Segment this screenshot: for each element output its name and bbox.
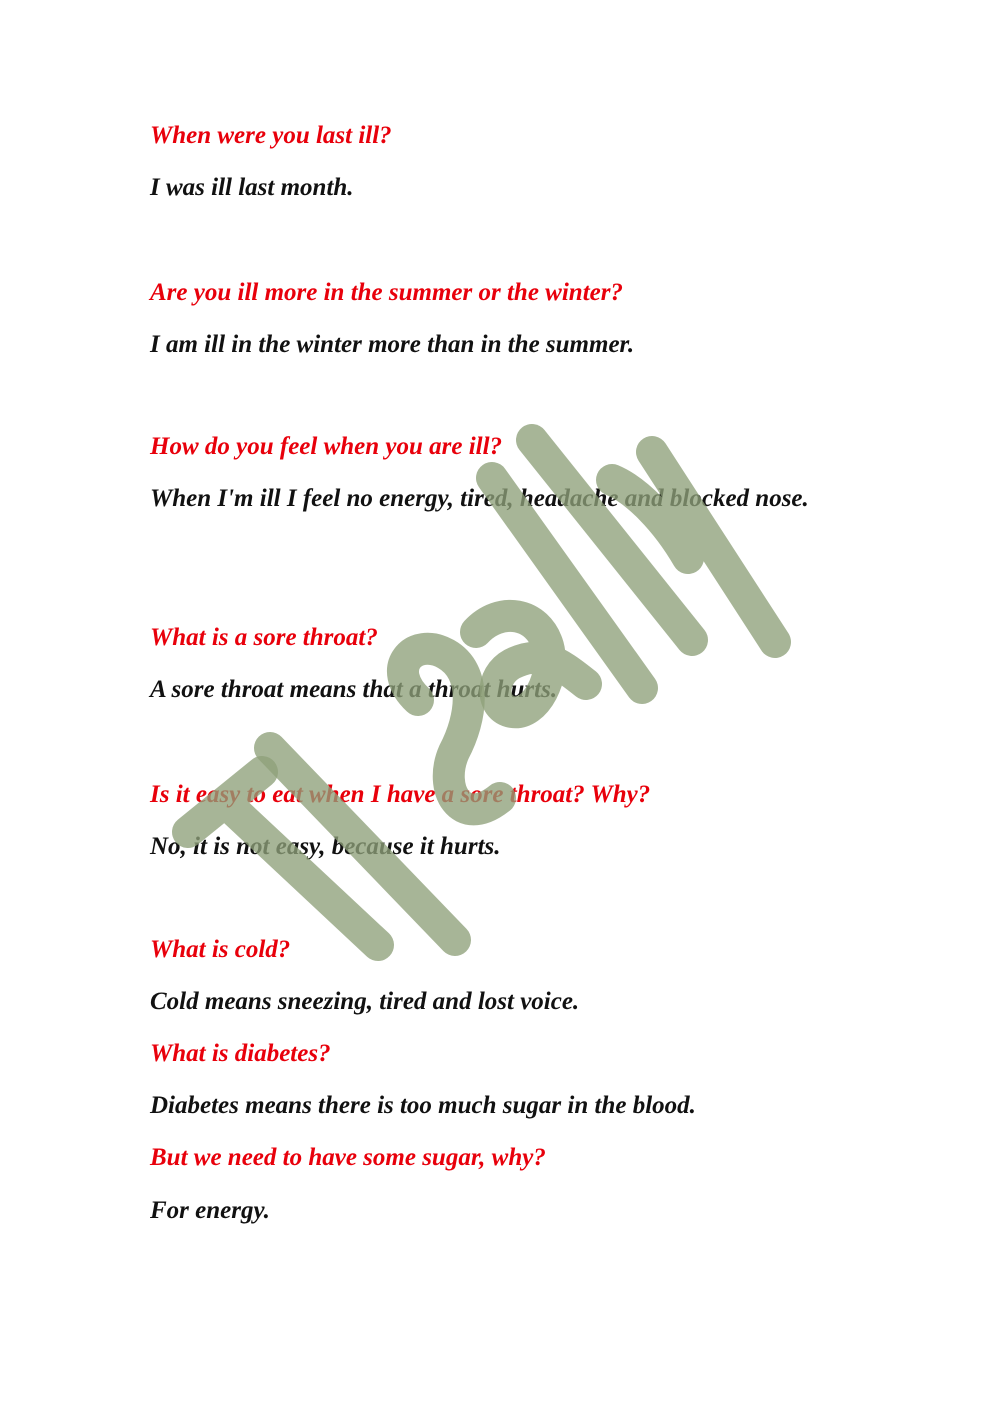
answer-2: I am ill in the winter more than in the summer. bbox=[150, 331, 635, 358]
answer-5: No, it is not easy, because it hurts. bbox=[150, 833, 501, 860]
question-4: What is a sore throat? bbox=[150, 624, 378, 651]
answer-3: When I'm ill I feel no energy, tired, headache and blocked nose. bbox=[150, 485, 809, 512]
question-2: Are you ill more in the summer or the winter? bbox=[150, 279, 623, 306]
answer-4: A sore throat means that a throat hurts. bbox=[150, 676, 558, 703]
answer-1: I was ill last month. bbox=[150, 174, 354, 201]
question-7: What is diabetes? bbox=[150, 1040, 331, 1067]
question-6: What is cold? bbox=[150, 936, 291, 963]
question-5: Is it easy to eat when I have a sore throat? Why? bbox=[150, 781, 651, 808]
question-8: But we need to have some sugar, why? bbox=[150, 1144, 546, 1171]
watermark-letter-l-2 bbox=[532, 440, 692, 640]
question-3: How do you feel when you are ill? bbox=[150, 433, 503, 460]
answer-6: Cold means sneezing, tired and lost voice. bbox=[150, 988, 580, 1015]
question-1: When were you last ill? bbox=[150, 122, 392, 149]
answer-7: Diabetes means there is too much sugar in the blood. bbox=[150, 1092, 696, 1119]
answer-8: For energy. bbox=[150, 1197, 270, 1224]
